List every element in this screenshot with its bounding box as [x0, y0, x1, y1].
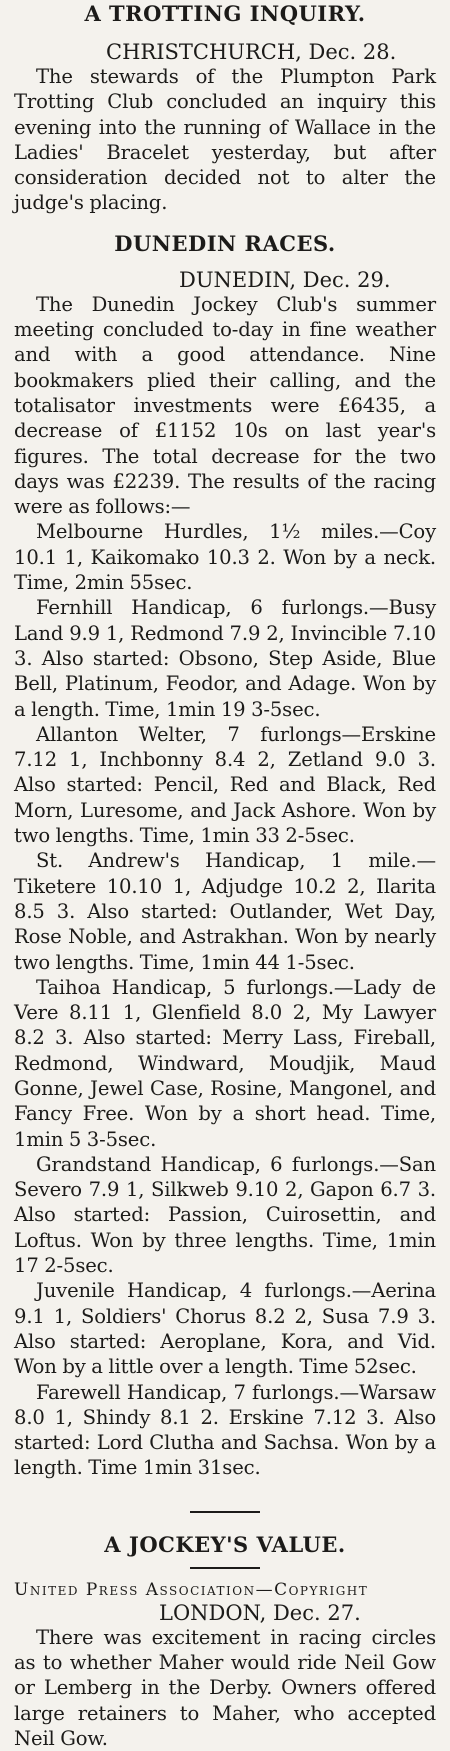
race-result: Melbourne Hurdles, 1½ miles.—Coy 10.1 1, Kaikomako 10.3 2. Won by a neck. Time, 2min 55sec. — [14, 520, 436, 595]
intro-paragraph: The Dunedin Jockey Club's summer meeting concluded to-day in fine weather and with a good attendance. Nine bookmakers plied their calling, and the totalisator investments were £6435, a decrease of £1152 10s on last year's figures. The total decrease for the two days was £2239. The results of the racing were as follows:— — [14, 292, 436, 519]
headline: DUNEDIN RACES. — [114, 230, 336, 256]
headline: A TROTTING INQUIRY. — [84, 1, 366, 26]
article-body: There was excitement in racing circles as to whether Maher would ride Neil Gow or Lemberg in the Derby. Owners offered large retainers to Maher, who accepted Neil Gow. — [14, 1625, 436, 1750]
dateline: DUNEDIN, Dec. 29. — [179, 267, 391, 292]
article-jockeys-value — [14, 1531, 436, 1751]
race-result: Allanton Welter, 7 furlongs—Erskine 7.12 1, Inchbonny 8.4 2, Zetland 9.0 3. Also started: Pencil, Red and Black, Red Morn, Luresome, and Jack Ashore. Won by two lengths. Time, 1min 33 2-5sec. — [14, 722, 436, 848]
agency-credit: United Press Association—Copyright — [14, 1579, 369, 1600]
race-result: Grandstand Handicap, 6 furlongs.—San Severo 7.9 1, Silkweb 9.10 2, Gapon 6.7 3. Also started: Passion, Cuirosettin, and Loftus. Won by three lengths. Time, 1min 17 2-5sec. — [14, 1152, 436, 1278]
race-result: Farewell Handicap, 7 furlongs.—Warsaw 8.0 1, Shindy 8.1 2. Erskine 7.12 3. Also started: Lord Clutha and Sachsa. Won by a length. Time 1min 31sec. — [14, 1380, 436, 1480]
race-result: St. Andrew's Handicap, 1 mile.—Tiketere 10.10 1, Adjudge 10.2 2, Ilarita 8.5 3. Also started: Outlander, Wet Day, Rose Noble, and Astrakhan. Won by nearly two lengths. Time, 1min 44 1-5sec. — [14, 849, 436, 974]
race-result: Juvenile Handicap, 4 furlongs.—Aerina 9.1 1, Soldiers' Chorus 8.2 2, Susa 7.9 3. Also started: Aeroplane, Kora, and Vid. Won by a little over a length. Time 52sec. — [14, 1279, 436, 1379]
article-dunedin-races — [14, 230, 436, 1481]
dateline: CHRISTCHURCH, Dec. 28. — [106, 40, 397, 64]
dateline: LONDON, Dec. 27. — [159, 1600, 361, 1625]
race-result: Taihoa Handicap, 5 furlongs.—Lady de Vere 8.11 1, Glenfield 8.0 2, My Lawyer 8.2 3. Also started: Merry Lass, Fireball, Redmond, Windward, Moudjik, Maud Gonne, Jewel Case, Rosine, Mangonel, and Fancy Free. Won by a short head. Time, 1min 5 3-5sec. — [14, 975, 436, 1151]
headline: A JOCKEY'S VALUE. — [104, 1531, 346, 1557]
race-result: Fernhill Handicap, 6 furlongs.—Busy Land 9.9 1, Redmond 7.9 2, Invincible 7.10 3. Also started: Obsono, Step Aside, Blue Bell, Platinum, Feodor, and Adage. Won by a length. Time, 1min 19 3-5sec. — [14, 596, 436, 721]
section-divider — [190, 1511, 260, 1513]
article-trotting-inquiry — [14, 0, 436, 216]
headline-divider — [190, 1567, 260, 1569]
article-body: The stewards of the Plumpton Park Trotting Club concluded an inquiry this evening into the running of Wallace in the Ladies' Bracelet yesterday, but after consideration decided not to alter the judge's placing. — [14, 65, 436, 215]
